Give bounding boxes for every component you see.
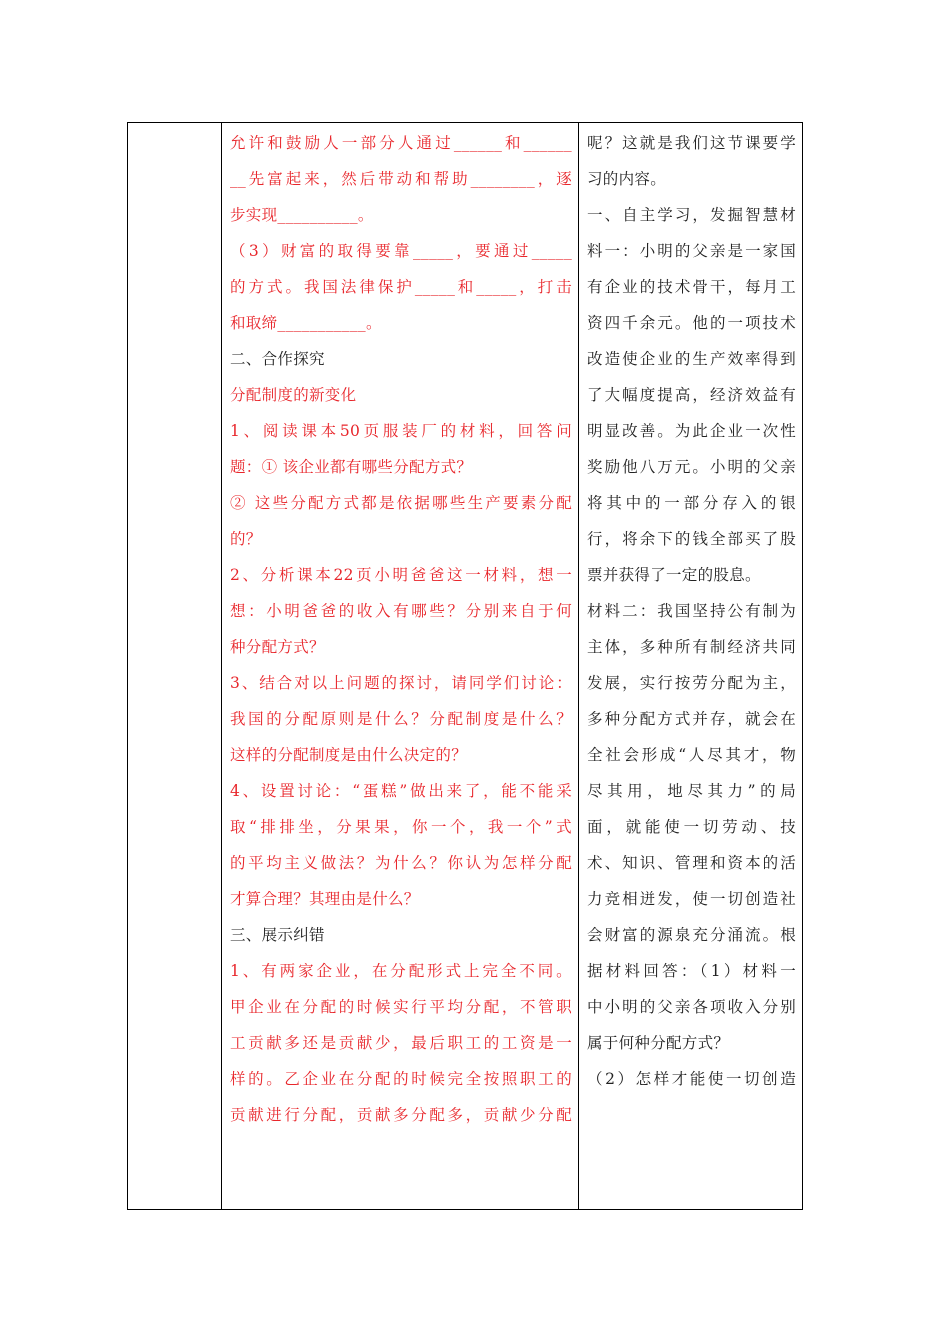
text-line: 术、知识、管理和资本的活 [587, 854, 796, 872]
text-line: 票并获得了一定的股息。 [587, 566, 761, 584]
text-line: 一、自主学习，发掘智慧材 [587, 206, 796, 224]
text-line: 4、设置讨论：“蛋糕”做出来了，能不能采 [230, 782, 572, 800]
text-line: 和取缔___________。 [230, 314, 382, 332]
text-line: 这样的分配制度是由什么决定的？ [230, 746, 468, 764]
text-line: 我国的分配原则是什么？分配制度是什么？ [230, 710, 572, 728]
text-line: ② 这些分配方式都是依据哪些生产要素分配 [230, 494, 572, 512]
text-line: 样的。乙企业在分配的时候完全按照职工的 [230, 1070, 572, 1088]
text-line: 料一：小明的父亲是一家国 [587, 242, 796, 260]
text-line: 改造使企业的生产效率得到 [587, 350, 796, 368]
text-line: 行，将余下的钱全部买了股 [587, 530, 796, 548]
text-line: 了大幅度提高，经济效益有 [587, 386, 796, 404]
text-line: 允许和鼓励人一部分人通过______和______ [230, 134, 572, 152]
text-line: 将其中的一部分存入的银 [587, 494, 796, 512]
teaching-activity-column [222, 123, 578, 1209]
text-line: 步实现__________。 [230, 206, 374, 224]
lesson-table [127, 122, 803, 1210]
text-line: 主体，多种所有制经济共同 [587, 638, 796, 656]
section-heading-cooperation: 二、合作探究 [230, 350, 325, 368]
text-line: 明显改善。为此企业一次性 [587, 422, 796, 440]
text-line: 的平均主义做法？为什么？你认为怎样分配 [230, 854, 572, 872]
text-line: （3）财富的取得要靠_____，要通过_____ [230, 242, 572, 260]
text-line: 有企业的技术骨干，每月工 [587, 278, 796, 296]
text-line: 材料二：我国坚持公有制为 [587, 602, 796, 620]
section-heading-show: 三、展示纠错 [230, 926, 325, 944]
text-line: 想：小明爸爸的收入有哪些？分别来自于何 [230, 602, 572, 620]
text-line: 属于何种分配方式？ [587, 1034, 730, 1052]
text-line: 取“排排坐，分果果，你一个，我一个”式 [230, 818, 572, 836]
text-line: 多种分配方式并存，就会在 [587, 710, 796, 728]
text-line: 奖励他八万元。小明的父亲 [587, 458, 796, 476]
empty-left-column [128, 123, 221, 1209]
text-line: 会财富的源泉充分涌流。根 [587, 926, 796, 944]
text-line: 2、分析课本22页小明爸爸这一材料，想一 [230, 566, 572, 584]
text-line: 才算合理？其理由是什么？ [230, 890, 420, 908]
text-line: 1、有两家企业，在分配形式上完全不同。 [230, 962, 572, 980]
text-line: 全社会形成“人尽其才，物 [587, 746, 796, 764]
text-line: 力竞相迸发，使一切创造社 [587, 890, 796, 908]
text-line: 种分配方式？ [230, 638, 325, 656]
text-line: 据材料回答：（1）材料一 [587, 962, 796, 980]
text-line: 的方式。我国法律保护_____和_____，打击 [230, 278, 572, 296]
text-line: 资四千余元。他的一项技术 [587, 314, 796, 332]
text-line: 习的内容。 [587, 170, 667, 188]
text-line: 发展，实行按劳分配为主， [587, 674, 796, 692]
text-line: 中小明的父亲各项收入分别 [587, 998, 796, 1016]
text-line: 题：① 该企业都有哪些分配方式？ [230, 458, 473, 476]
text-line: （2）怎样才能使一切创造 [587, 1070, 796, 1088]
text-line: 3、结合对以上问题的探讨，请同学们讨论： [230, 674, 572, 692]
text-line: 贡献进行分配，贡献多分配多，贡献少分配 [230, 1106, 572, 1124]
text-line: 呢？这就是我们这节课要学 [587, 134, 796, 152]
text-line: 的？ [230, 530, 262, 548]
subheading-distribution: 分配制度的新变化 [230, 386, 357, 404]
student-material-column [579, 123, 802, 1209]
text-line: 工贡献多还是贡献少，最后职工的工资是一 [230, 1034, 572, 1052]
text-line: 1、阅读课本50页服装厂的材料，回答问 [230, 422, 572, 440]
text-line: 面，就能使一切劳动、技 [587, 818, 796, 836]
text-line: 尽其用，地尽其力”的局 [587, 782, 796, 800]
text-line: __先富起来，然后带动和帮助________，逐 [230, 170, 572, 188]
text-line: 甲企业在分配的时候实行平均分配，不管职 [230, 998, 572, 1016]
